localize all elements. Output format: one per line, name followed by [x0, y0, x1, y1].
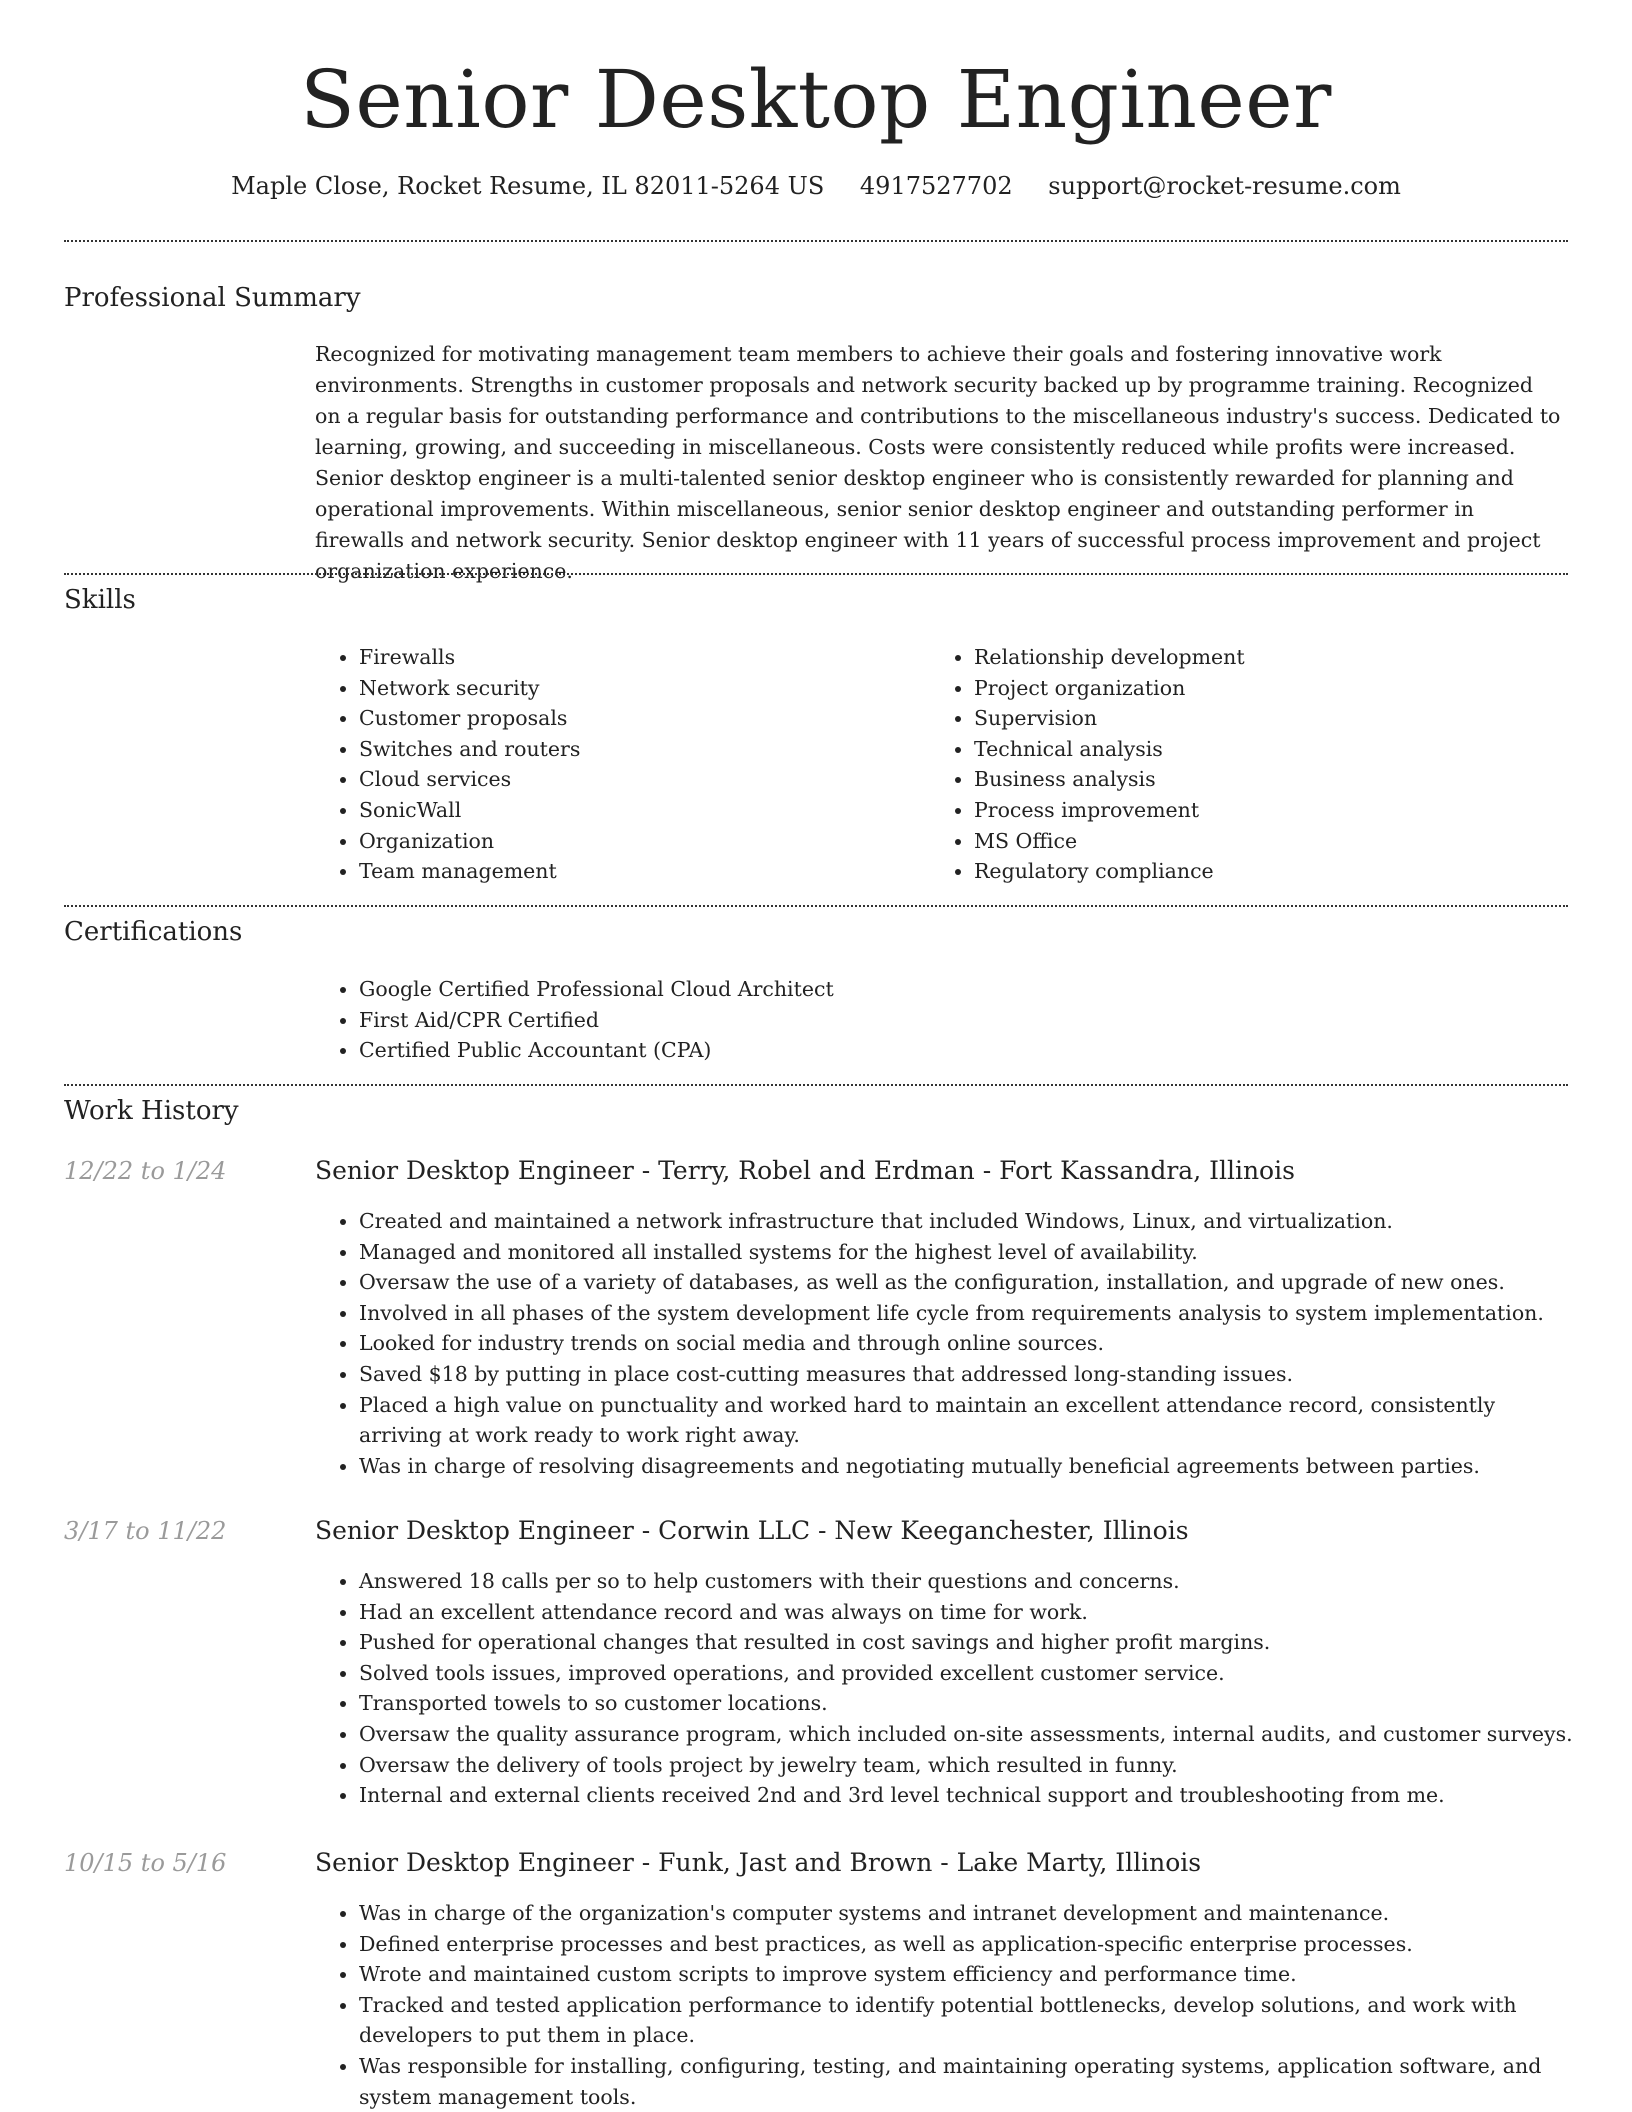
job-dates: 12/22 to 1/24	[64, 1157, 227, 1185]
list-item: • Cloud services	[359, 764, 915, 795]
list-item: • Involved in all phases of the system development life cycle from requirements analysis to system implementation.	[359, 1298, 1575, 1329]
list-item: • Regulatory compliance	[974, 856, 1530, 887]
job-bullets	[315, 1566, 1575, 1811]
list-item: • Technical analysis	[974, 734, 1530, 765]
section-title-work-history: Work History	[64, 1096, 239, 1126]
list-item: • Firewalls	[359, 642, 915, 673]
list-item: • First Aid/CPR Certified	[359, 1005, 1415, 1036]
list-item: • SonicWall	[359, 795, 915, 826]
section-title-skills: Skills	[64, 585, 136, 615]
list-item: • Supervision	[974, 703, 1530, 734]
list-item: • Project organization	[974, 673, 1530, 704]
job-title: Senior Desktop Engineer - Terry, Robel and Erdman - Fort Kassandra, Illinois	[315, 1156, 1295, 1185]
divider	[64, 573, 1568, 575]
list-item: • Saved $18 by putting in place cost-cutting measures that addressed long-standing issues.	[359, 1359, 1575, 1390]
list-item: • Defined enterprise processes and best practices, as well as application-specific enterprise processes.	[359, 1929, 1575, 1960]
list-item: • Tracked and tested application performance to identify potential bottlenecks, develop solutions, and work with developers to put them in place.	[359, 1990, 1575, 2051]
list-item: • Managed and monitored all installed systems for the highest level of availability.	[359, 1237, 1575, 1268]
list-item: • Customer proposals	[359, 703, 915, 734]
list-item: • Looked for industry trends on social media and through online sources.	[359, 1328, 1575, 1359]
list-item: • Oversaw the delivery of tools project by jewelry team, which resulted in funny.	[359, 1750, 1575, 1781]
job-bullets	[315, 1206, 1575, 1481]
divider	[64, 905, 1568, 907]
list-item: • Team management	[359, 856, 915, 887]
list-item: • Relationship development	[974, 642, 1530, 673]
list-item: • MS Office	[974, 826, 1530, 857]
list-item: • Was in charge of resolving disagreements and negotiating mutually beneficial agreements between parties.	[359, 1451, 1575, 1482]
skills-column-right	[930, 642, 1530, 887]
list-item: • Had an excellent attendance record and was always on time for work.	[359, 1597, 1575, 1628]
job-title: Senior Desktop Engineer - Corwin LLC - New Keeganchester, Illinois	[315, 1516, 1189, 1545]
list-item: • Answered 18 calls per so to help customers with their questions and concerns.	[359, 1566, 1575, 1597]
summary-text: Recognized for motivating management team members to achieve their goals and fostering innovative work environments. Strengths in customer proposals and network security backed up by programme training. Recognized on a regular basis for outstanding performance and contributions to the miscellaneous industry's success. Dedicated to learning, growing, and succeeding in miscellaneous. Costs were consistently reduced while profits were increased. Senior desktop engineer is a multi-talented senior desktop engineer who is consistently rewarded for planning and operational improvements. Within miscellaneous, senior senior desktop engineer and outstanding performer in firewalls and network security. Senior desktop engineer with 11 years of successful process improvement and project organization experience.	[315, 342, 1561, 583]
skills-column-left	[315, 642, 915, 887]
list-item: • Transported towels to so customer locations.	[359, 1688, 1575, 1719]
email: support@rocket-resume.com	[1048, 172, 1401, 200]
contact-line	[0, 172, 1632, 200]
list-item: • Oversaw the use of a variety of databases, as well as the configuration, installation, and upgrade of new ones.	[359, 1267, 1575, 1298]
list-item: • Process improvement	[974, 795, 1530, 826]
candidate-name: Senior Desktop Engineer	[300, 53, 1332, 146]
section-title-certifications: Certifications	[64, 917, 243, 947]
job-bullets	[315, 1898, 1575, 2112]
list-item: • Oversaw the quality assurance program, which included on-site assessments, internal audits, and customer surveys.	[359, 1719, 1575, 1750]
certifications-list	[315, 974, 1415, 1066]
job-dates: 3/17 to 11/22	[64, 1517, 227, 1545]
list-item: • Placed a high value on punctuality and worked hard to maintain an excellent attendance record, consistently arriving at work ready to work right away.	[359, 1390, 1575, 1451]
list-item: • Pushed for operational changes that resulted in cost savings and higher profit margins.	[359, 1627, 1575, 1658]
job-title: Senior Desktop Engineer - Funk, Jast and Brown - Lake Marty, Illinois	[315, 1848, 1202, 1877]
list-item: • Google Certified Professional Cloud Architect	[359, 974, 1415, 1005]
list-item: • Network security	[359, 673, 915, 704]
list-item: • Solved tools issues, improved operations, and provided excellent customer service.	[359, 1658, 1575, 1689]
list-item: • Was responsible for installing, configuring, testing, and maintaining operating systems, application software, and system management tools.	[359, 2051, 1575, 2112]
list-item: • Organization	[359, 826, 915, 857]
divider	[64, 240, 1568, 242]
list-item: • Wrote and maintained custom scripts to improve system efficiency and performance time.	[359, 1959, 1575, 1990]
section-title-summary: Professional Summary	[64, 283, 361, 313]
list-item: • Certified Public Accountant (CPA)	[359, 1035, 1415, 1066]
list-item: • Switches and routers	[359, 734, 915, 765]
list-item: • Created and maintained a network infrastructure that included Windows, Linux, and virtualization.	[359, 1206, 1575, 1237]
list-item: • Business analysis	[974, 764, 1530, 795]
list-item: • Was in charge of the organization's computer systems and intranet development and maintenance.	[359, 1898, 1575, 1929]
divider	[64, 1084, 1568, 1086]
phone: 4917527702	[859, 172, 1013, 200]
list-item: • Internal and external clients received 2nd and 3rd level technical support and troubleshooting from me.	[359, 1780, 1575, 1811]
job-dates: 10/15 to 5/16	[64, 1849, 227, 1877]
address: Maple Close, Rocket Resume, IL 82011-5264 US	[231, 172, 825, 200]
